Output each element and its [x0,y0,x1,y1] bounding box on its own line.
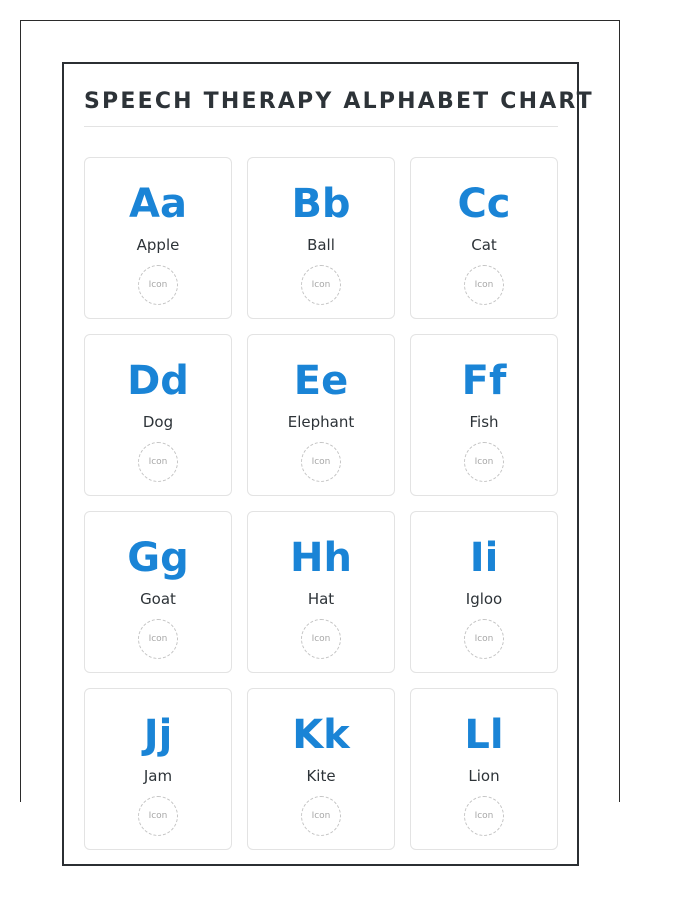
card-letters: Ll [464,712,504,758]
card-word: Fish [469,413,499,431]
chart-title: SPEECH THERAPY ALPHABET CHART [84,89,594,114]
letter-card [247,688,395,850]
alphabet-chart-sheet [62,62,594,866]
letter-card [410,688,558,850]
card-letters: Ff [461,358,507,404]
card-letters: Ee [293,358,349,404]
card-word: Cat [471,236,497,254]
card-letters: Ii [469,535,499,581]
icon-placeholder [464,619,504,659]
card-word: Elephant [287,413,355,431]
card-word: Apple [136,236,180,254]
card-letters: Jj [143,712,173,758]
card-word: Dog [142,413,174,431]
card-word: Kite [306,767,336,785]
letter-card [84,157,232,319]
card-letters: Bb [291,181,351,227]
page-frame [20,20,620,821]
icon-placeholder-label: Icon [148,457,168,467]
card-letters: Cc [457,181,511,227]
icon-placeholder-label: Icon [474,811,494,821]
card-letters: Kk [292,712,350,758]
icon-placeholder [301,796,341,836]
icon-placeholder [138,265,178,305]
letter-card [247,511,395,673]
letter-card [410,511,558,673]
icon-placeholder [301,265,341,305]
card-word: Jam [143,767,173,785]
icon-placeholder-label: Icon [148,634,168,644]
letter-card [247,157,395,319]
icon-placeholder-label: Icon [148,811,168,821]
icon-placeholder [464,796,504,836]
icon-placeholder-label: Icon [311,634,331,644]
icon-placeholder [138,442,178,482]
icon-placeholder-label: Icon [474,280,494,290]
letter-card-grid [84,157,560,850]
letter-card [84,688,232,850]
icon-placeholder [138,619,178,659]
card-word: Hat [307,590,335,608]
letter-card [84,334,232,496]
letter-card [410,157,558,319]
card-letters: Dd [127,358,189,404]
letter-card [247,334,395,496]
icon-placeholder-label: Icon [311,811,331,821]
card-letters: Hh [290,535,352,581]
card-word: Lion [468,767,500,785]
card-word: Goat [140,590,176,608]
icon-placeholder [301,442,341,482]
icon-placeholder [138,796,178,836]
icon-placeholder [464,265,504,305]
letter-card [410,334,558,496]
icon-placeholder-label: Icon [474,457,494,467]
icon-placeholder-label: Icon [311,280,331,290]
icon-placeholder-label: Icon [311,457,331,467]
letter-card [84,511,232,673]
card-word: Ball [307,236,335,254]
card-letters: Aa [129,181,187,227]
icon-placeholder [301,619,341,659]
card-word: Igloo [465,590,503,608]
icon-placeholder-label: Icon [148,280,168,290]
icon-placeholder [464,442,504,482]
card-letters: Gg [127,535,189,581]
icon-placeholder-label: Icon [474,634,494,644]
title-divider [84,126,558,127]
